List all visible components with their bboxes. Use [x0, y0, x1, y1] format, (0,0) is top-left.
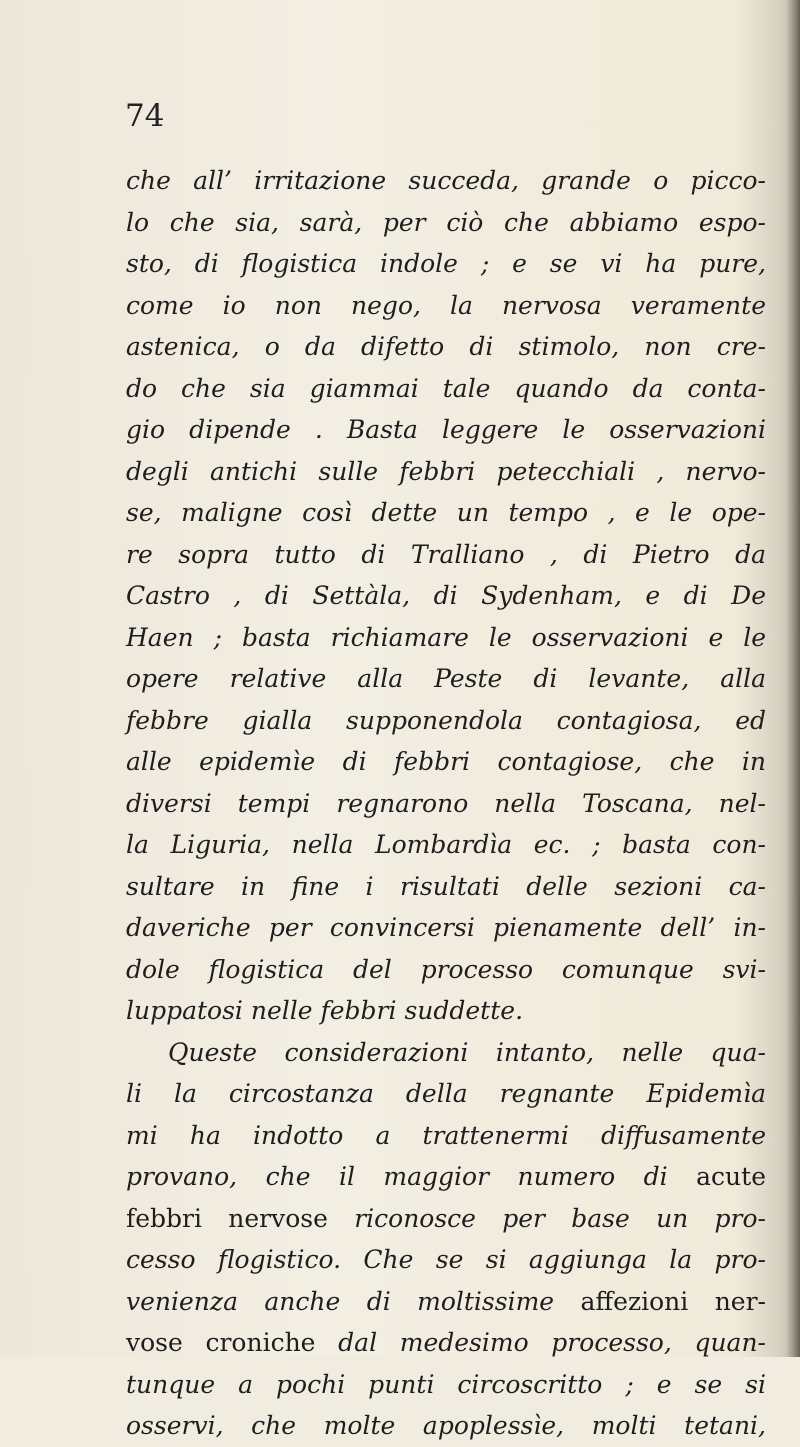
text-line: gio dipende . Basta leggere le osservazioni: [126, 415, 766, 444]
text-line: dole flogistica del processo comunque svi-: [126, 954, 766, 984]
text-line: astenica, o da difetto di stimolo, non cre-: [126, 332, 766, 361]
text-line: sultare in fine i risultati delle sezioni ca-: [126, 871, 766, 901]
text-line: degli antichi sulle febbri petecchiali , nervo-: [126, 456, 766, 486]
text-line: venienza anche di moltissime affezioni ner-: [126, 1286, 766, 1316]
text-line: daveriche per convincersi pienamente dell’ in-: [126, 913, 766, 942]
text-line: re sopra tutto di Tralliano , di Pietro da: [126, 539, 766, 569]
text-line: se, maligne così dette un tempo , e le ope-: [126, 498, 766, 527]
text-line: cesso flogistico. Che se si aggiunga la pro-: [126, 1245, 766, 1274]
text-line: li la circostanza della regnante Epidemìa: [126, 1079, 766, 1108]
text-line: vose croniche dal medesimo processo, quan-: [126, 1328, 766, 1357]
body-text: [126, 160, 766, 1447]
page-number: 74: [125, 98, 165, 134]
text-line: osservi, che molte apoplessìe, molti tetani,: [126, 1411, 766, 1440]
text-line: Queste considerazioni intanto, nelle qua-: [168, 1037, 766, 1067]
text-line: mi ha indotto a trattenermi diffusamente: [126, 1120, 766, 1150]
text-line: opere relative alla Peste di levante, alla: [126, 664, 766, 693]
text-line: Castro , di Settàla, di Sydenham, e di De: [126, 581, 766, 610]
text-line: febbri nervose riconosce per base un pro-: [126, 1203, 766, 1233]
text-line: la Liguria, nella Lombardìa ec. ; basta con-: [126, 830, 766, 859]
text-line: provano, che il maggior numero di acute: [126, 1162, 766, 1191]
text-line: luppatosi nelle febbri suddette.: [126, 996, 524, 1025]
text-line: diversi tempi regnarono nella Toscana, nel-: [126, 788, 766, 818]
text-line: febbre gialla supponendola contagiosa, ed: [126, 705, 766, 735]
text-line: come io non nego, la nervosa veramente: [126, 290, 766, 320]
text-line: do che sia giammai tale quando da conta-: [126, 373, 766, 403]
page-edge-shadow: [786, 0, 800, 1357]
text-line: sto, di flogistica indole ; e se vi ha pure,: [126, 249, 766, 278]
text-line: lo che sia, sarà, per ciò che abbiamo espo-: [126, 207, 766, 237]
text-line: tunque a pochi punti circoscritto ; e se si: [126, 1369, 766, 1399]
text-line: alle epidemìe di febbri contagiose, che in: [126, 747, 766, 776]
text-line: Haen ; basta richiamare le osservazioni e le: [126, 622, 766, 652]
text-line: che all’ irritazione succeda, grande o picco-: [126, 166, 766, 195]
